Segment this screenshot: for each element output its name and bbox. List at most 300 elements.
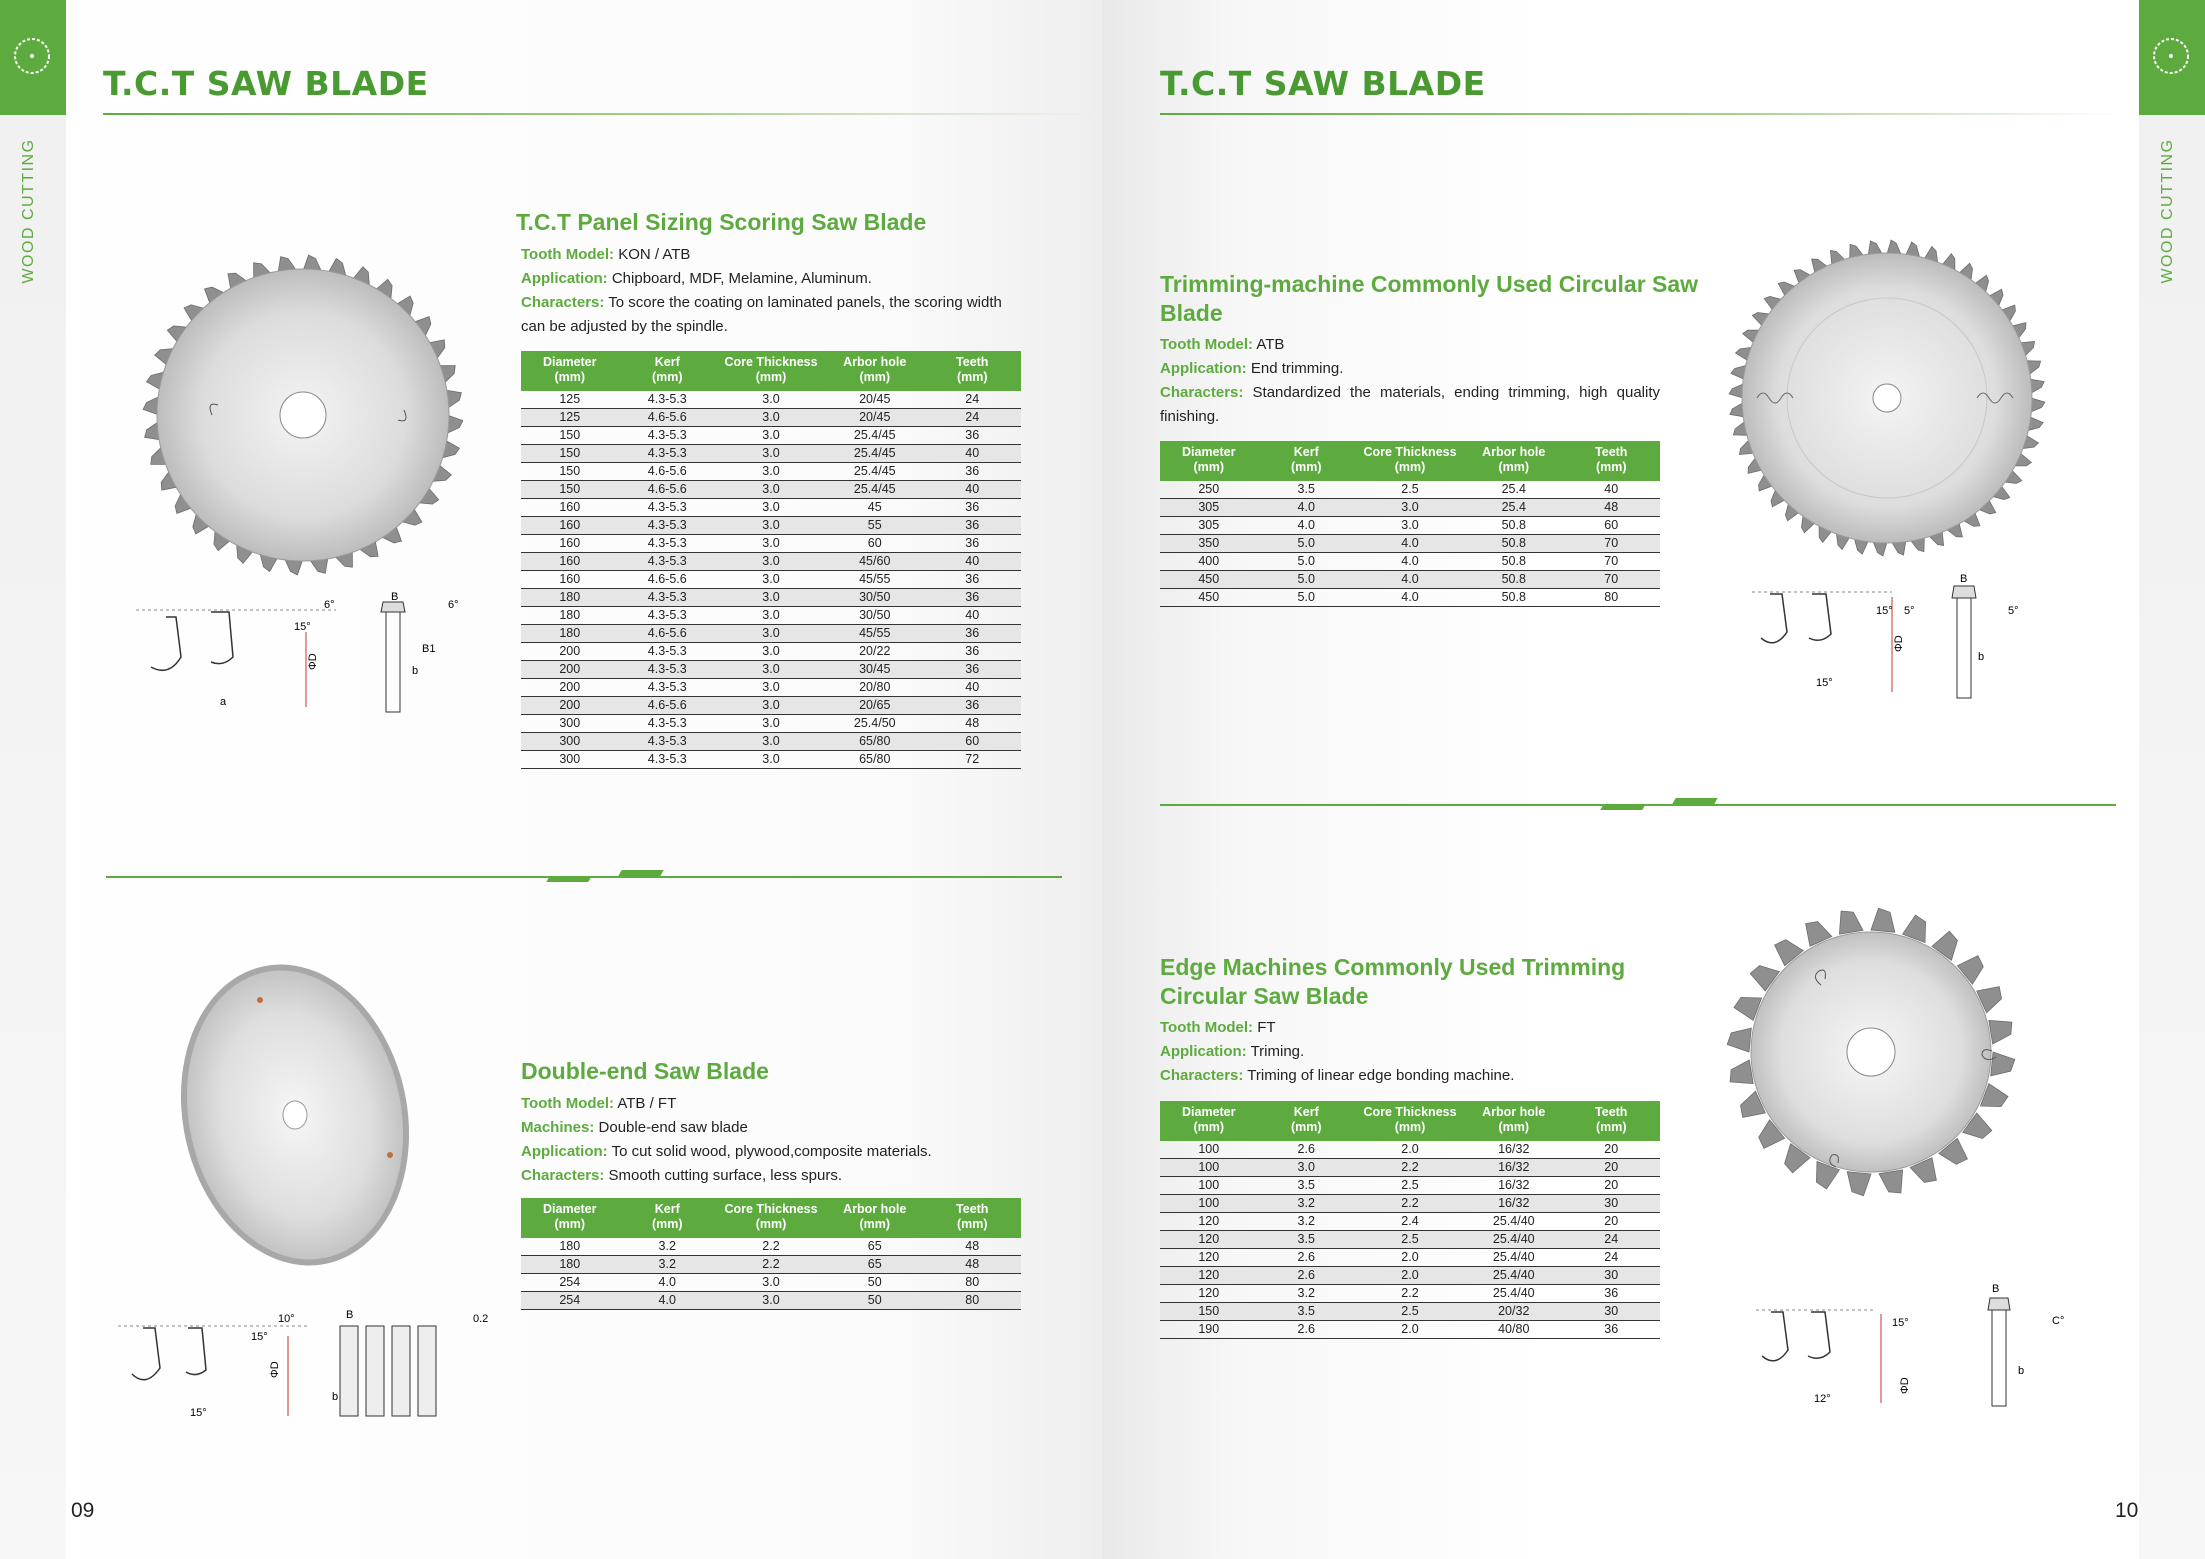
table-cell: 200 bbox=[521, 643, 619, 661]
table-cell: 125 bbox=[521, 409, 619, 427]
table-cell: 36 bbox=[924, 427, 1022, 445]
table-cell: 160 bbox=[521, 553, 619, 571]
header-unit: (mm) bbox=[1290, 460, 1322, 474]
header-unit: (mm) bbox=[1394, 460, 1426, 474]
page-number-left: 09 bbox=[71, 1499, 95, 1522]
spec-line bbox=[1160, 1064, 1660, 1088]
page-number-right: 10 bbox=[2115, 1499, 2139, 1522]
table-row bbox=[1160, 1321, 1660, 1339]
table-header-cell bbox=[619, 1198, 717, 1238]
table-row bbox=[1160, 553, 1660, 571]
diagram-label: C° bbox=[2052, 1315, 2065, 1327]
table-cell: 100 bbox=[1160, 1159, 1258, 1177]
spec-value: To cut solid wood, plywood,composite materials. bbox=[611, 1143, 932, 1160]
spec-value: End trimming. bbox=[1250, 360, 1344, 377]
table-cell: 300 bbox=[521, 733, 619, 751]
table-cell: 25.4/50 bbox=[826, 715, 924, 733]
table-header-cell bbox=[716, 351, 826, 391]
spec-label: Application: bbox=[521, 1143, 608, 1160]
table-cell: 5.0 bbox=[1258, 571, 1356, 589]
spec-line bbox=[1160, 333, 1660, 357]
table-cell: 20/65 bbox=[826, 697, 924, 715]
table-cell: 2.5 bbox=[1355, 481, 1465, 499]
table-cell: 120 bbox=[1160, 1213, 1258, 1231]
table-header-cell bbox=[1355, 441, 1465, 481]
table-cell: 5.0 bbox=[1258, 589, 1356, 607]
header-label: Teeth bbox=[956, 355, 989, 369]
table-row bbox=[521, 1274, 1021, 1292]
table-cell: 4.3-5.3 bbox=[619, 391, 717, 409]
table-row bbox=[1160, 1159, 1660, 1177]
table-cell: 3.2 bbox=[1258, 1213, 1356, 1231]
table-cell: 40 bbox=[1563, 481, 1661, 499]
table-cell: 400 bbox=[1160, 553, 1258, 571]
spec-value: ATB bbox=[1256, 336, 1285, 353]
table-cell: 4.3-5.3 bbox=[619, 751, 717, 769]
table-cell: 2.5 bbox=[1355, 1303, 1465, 1321]
table-cell: 30 bbox=[1563, 1267, 1661, 1285]
table-cell: 180 bbox=[521, 1256, 619, 1274]
spec-value: Triming. bbox=[1250, 1043, 1305, 1060]
table-cell: 50.8 bbox=[1465, 553, 1563, 571]
table-header-cell bbox=[1355, 1101, 1465, 1141]
table-cell: 2.6 bbox=[1258, 1249, 1356, 1267]
table-cell: 25.4/40 bbox=[1465, 1285, 1563, 1303]
table-header-cell bbox=[521, 351, 619, 391]
saw-logo-icon bbox=[10, 34, 54, 78]
table-row bbox=[521, 661, 1021, 679]
table-cell: 65/80 bbox=[826, 733, 924, 751]
spec-value: ATB / FT bbox=[617, 1095, 677, 1112]
table-cell: 120 bbox=[1160, 1249, 1258, 1267]
table-cell: 3.5 bbox=[1258, 481, 1356, 499]
table-row bbox=[521, 625, 1021, 643]
table-cell: 3.0 bbox=[716, 679, 826, 697]
spec-label: Characters: bbox=[1160, 384, 1244, 401]
table-cell: 30 bbox=[1563, 1195, 1661, 1213]
scoring-tooth-diagram bbox=[136, 592, 496, 722]
table-cell: 20/32 bbox=[1465, 1303, 1563, 1321]
diagram-label: b bbox=[412, 665, 419, 677]
table-cell: 2.0 bbox=[1355, 1141, 1465, 1159]
table-cell: 25.4/40 bbox=[1465, 1213, 1563, 1231]
header-label: Diameter bbox=[543, 1202, 597, 1216]
table-cell: 4.3-5.3 bbox=[619, 445, 717, 463]
table-row bbox=[521, 1256, 1021, 1274]
diagram-label: 15° bbox=[1892, 1317, 1909, 1329]
table-row bbox=[521, 517, 1021, 535]
diagram-label: 0.2 bbox=[473, 1313, 489, 1325]
spec-label: Application: bbox=[1160, 360, 1247, 377]
spec-label: Application: bbox=[521, 270, 608, 287]
table-row bbox=[521, 445, 1021, 463]
diagram-label: 15° bbox=[1816, 677, 1833, 689]
table-cell: 3.0 bbox=[1355, 517, 1465, 535]
table-row bbox=[521, 409, 1021, 427]
table-header-cell bbox=[924, 351, 1022, 391]
table-cell: 2.2 bbox=[716, 1238, 826, 1256]
table-row bbox=[521, 751, 1021, 769]
table-cell: 300 bbox=[521, 715, 619, 733]
page-title-right: T.C.T SAW BLADE bbox=[1160, 64, 1486, 103]
table-cell: 3.0 bbox=[716, 733, 826, 751]
table-cell: 80 bbox=[924, 1274, 1022, 1292]
table-cell: 36 bbox=[924, 643, 1022, 661]
table-cell: 20/45 bbox=[826, 391, 924, 409]
table-cell: 20 bbox=[1563, 1177, 1661, 1195]
table-cell: 3.0 bbox=[716, 1292, 826, 1310]
table-cell: 16/32 bbox=[1465, 1159, 1563, 1177]
table-cell: 70 bbox=[1563, 553, 1661, 571]
header-unit: (mm) bbox=[1595, 460, 1627, 474]
table-cell: 4.0 bbox=[1355, 535, 1465, 553]
diagram-label: B bbox=[1992, 1283, 2000, 1295]
table-cell: 65 bbox=[826, 1256, 924, 1274]
table-cell: 4.6-5.6 bbox=[619, 481, 717, 499]
table-header-cell bbox=[521, 1198, 619, 1238]
table-row bbox=[521, 553, 1021, 571]
table-header-cell bbox=[1160, 1101, 1258, 1141]
table-cell: 2.0 bbox=[1355, 1267, 1465, 1285]
table-cell: 150 bbox=[521, 463, 619, 481]
spec-line bbox=[521, 267, 1021, 291]
table-cell: 70 bbox=[1563, 535, 1661, 553]
table-cell: 2.6 bbox=[1258, 1267, 1356, 1285]
table-cell: 4.6-5.6 bbox=[619, 625, 717, 643]
header-unit: (mm) bbox=[554, 370, 586, 384]
spec-table bbox=[1160, 441, 1660, 607]
table-cell: 25.4/40 bbox=[1465, 1267, 1563, 1285]
table-cell: 250 bbox=[1160, 481, 1258, 499]
diagram-label: b bbox=[1978, 651, 1985, 663]
header-label: Kerf bbox=[1293, 1105, 1319, 1119]
header-label: Core Thickness bbox=[724, 1202, 818, 1216]
table-cell: 48 bbox=[924, 715, 1022, 733]
table-header-cell bbox=[1465, 1101, 1563, 1141]
table-cell: 300 bbox=[521, 751, 619, 769]
table-cell: 4.3-5.3 bbox=[619, 517, 717, 535]
table-cell: 120 bbox=[1160, 1285, 1258, 1303]
header-label: Teeth bbox=[1595, 1105, 1628, 1119]
table-row bbox=[521, 535, 1021, 553]
table-cell: 36 bbox=[924, 661, 1022, 679]
table-cell: 2.4 bbox=[1355, 1213, 1465, 1231]
table-cell: 160 bbox=[521, 499, 619, 517]
table-cell: 72 bbox=[924, 751, 1022, 769]
table-cell: 20 bbox=[1563, 1213, 1661, 1231]
table-cell: 36 bbox=[924, 535, 1022, 553]
spec-value: FT bbox=[1257, 1019, 1276, 1036]
diagram-label: 15° bbox=[251, 1331, 268, 1343]
diagram-label: ΦD bbox=[307, 653, 319, 670]
spec-line bbox=[1160, 1040, 1660, 1064]
header-unit: (mm) bbox=[859, 370, 891, 384]
header-unit: (mm) bbox=[755, 1217, 787, 1231]
table-cell: 4.3-5.3 bbox=[619, 535, 717, 553]
table-cell: 25.4 bbox=[1465, 481, 1563, 499]
table-cell: 200 bbox=[521, 697, 619, 715]
trimming-saw-blade-image bbox=[1727, 238, 2047, 558]
table-cell: 3.0 bbox=[716, 499, 826, 517]
header-unit: (mm) bbox=[651, 370, 683, 384]
table-row bbox=[1160, 1195, 1660, 1213]
title-underline-left bbox=[103, 113, 1093, 115]
table-header-cell bbox=[826, 1198, 924, 1238]
double-end-saw-blade-image bbox=[175, 955, 415, 1275]
header-unit: (mm) bbox=[651, 1217, 683, 1231]
table-cell: 3.2 bbox=[1258, 1195, 1356, 1213]
table-cell: 48 bbox=[1563, 499, 1661, 517]
table-cell: 350 bbox=[1160, 535, 1258, 553]
spec-label: Tooth Model: bbox=[1160, 1019, 1254, 1036]
product-specs bbox=[1160, 1016, 1660, 1088]
table-cell: 100 bbox=[1160, 1141, 1258, 1159]
spec-line bbox=[521, 1116, 1021, 1140]
header-unit: (mm) bbox=[755, 370, 787, 384]
table-cell: 25.4/45 bbox=[826, 481, 924, 499]
table-cell: 80 bbox=[924, 1292, 1022, 1310]
table-cell: 60 bbox=[1563, 517, 1661, 535]
saw-logo-icon bbox=[2149, 34, 2193, 78]
table-header-cell bbox=[1563, 441, 1661, 481]
header-label: Arbor hole bbox=[843, 355, 907, 369]
spec-table bbox=[1160, 1101, 1660, 1339]
table-cell: 40 bbox=[924, 445, 1022, 463]
table-row bbox=[521, 733, 1021, 751]
table-cell: 3.0 bbox=[716, 463, 826, 481]
diagram-label: 6° bbox=[324, 599, 335, 611]
header-label: Core Thickness bbox=[724, 355, 818, 369]
page-title-left: T.C.T SAW BLADE bbox=[103, 64, 429, 103]
spec-label: Application: bbox=[1160, 1043, 1247, 1060]
table-cell: 3.2 bbox=[619, 1238, 717, 1256]
section-divider bbox=[106, 876, 1062, 878]
table-cell: 30/45 bbox=[826, 661, 924, 679]
spec-label: Characters: bbox=[521, 294, 605, 311]
table-cell: 2.2 bbox=[1355, 1159, 1465, 1177]
table-cell: 3.0 bbox=[716, 517, 826, 535]
side-label-right: WOOD CUTTING bbox=[2159, 138, 2176, 284]
table-cell: 150 bbox=[521, 481, 619, 499]
table-cell: 3.0 bbox=[716, 1274, 826, 1292]
table-cell: 160 bbox=[521, 517, 619, 535]
table-cell: 45/55 bbox=[826, 625, 924, 643]
table-cell: 3.0 bbox=[716, 553, 826, 571]
diagram-label: b bbox=[2018, 1365, 2025, 1377]
table-cell: 60 bbox=[924, 733, 1022, 751]
spec-line bbox=[1160, 1016, 1660, 1040]
spec-line bbox=[521, 291, 1021, 339]
table-cell: 45 bbox=[826, 499, 924, 517]
diagram-label: B1 bbox=[422, 643, 436, 655]
table-row bbox=[1160, 535, 1660, 553]
table-cell: 4.3-5.3 bbox=[619, 589, 717, 607]
header-label: Kerf bbox=[654, 355, 680, 369]
table-cell: 3.0 bbox=[716, 697, 826, 715]
table-row bbox=[521, 499, 1021, 517]
spec-table bbox=[521, 351, 1021, 769]
table-cell: 4.3-5.3 bbox=[619, 679, 717, 697]
table-cell: 4.3-5.3 bbox=[619, 553, 717, 571]
table-cell: 254 bbox=[521, 1274, 619, 1292]
table-row bbox=[521, 391, 1021, 409]
diagram-label: B bbox=[346, 1309, 354, 1321]
table-cell: 60 bbox=[826, 535, 924, 553]
table-cell: 2.5 bbox=[1355, 1231, 1465, 1249]
product-specs bbox=[521, 243, 1021, 339]
table-cell: 3.5 bbox=[1258, 1231, 1356, 1249]
header-unit: (mm) bbox=[554, 1217, 586, 1231]
table-cell: 50 bbox=[826, 1274, 924, 1292]
table-cell: 4.6-5.6 bbox=[619, 697, 717, 715]
table-cell: 4.3-5.3 bbox=[619, 607, 717, 625]
table-cell: 2.2 bbox=[716, 1256, 826, 1274]
table-header-cell bbox=[1563, 1101, 1661, 1141]
table-cell: 200 bbox=[521, 661, 619, 679]
double-end-tooth-diagram bbox=[118, 1306, 498, 1426]
table-row bbox=[1160, 517, 1660, 535]
table-cell: 24 bbox=[1563, 1231, 1661, 1249]
table-cell: 48 bbox=[924, 1256, 1022, 1274]
table-cell: 25.4 bbox=[1465, 499, 1563, 517]
table-cell: 40 bbox=[924, 481, 1022, 499]
table-cell: 4.3-5.3 bbox=[619, 427, 717, 445]
table-cell: 36 bbox=[924, 625, 1022, 643]
table-cell: 150 bbox=[1160, 1303, 1258, 1321]
diagram-label: ΦD bbox=[1899, 1377, 1911, 1394]
table-cell: 20/45 bbox=[826, 409, 924, 427]
table-cell: 5.0 bbox=[1258, 553, 1356, 571]
table-cell: 16/32 bbox=[1465, 1177, 1563, 1195]
table-cell: 2.0 bbox=[1355, 1249, 1465, 1267]
diagram-label: ΦD bbox=[1893, 635, 1905, 652]
product-title: Edge Machines Commonly Used Trimming Circular Saw Blade bbox=[1160, 954, 1626, 1009]
title-underline-right bbox=[1160, 113, 2120, 115]
table-row bbox=[1160, 589, 1660, 607]
scoring-saw-blade-image bbox=[138, 250, 468, 580]
table-cell: 2.6 bbox=[1258, 1321, 1356, 1339]
table-row bbox=[521, 463, 1021, 481]
table-cell: 160 bbox=[521, 535, 619, 553]
header-label: Arbor hole bbox=[843, 1202, 907, 1216]
table-cell: 40 bbox=[924, 553, 1022, 571]
table-row bbox=[521, 679, 1021, 697]
table-cell: 4.0 bbox=[619, 1274, 717, 1292]
table-cell: 50.8 bbox=[1465, 517, 1563, 535]
table-cell: 4.3-5.3 bbox=[619, 715, 717, 733]
table-cell: 36 bbox=[924, 517, 1022, 535]
table-cell: 254 bbox=[521, 1292, 619, 1310]
table-cell: 3.2 bbox=[1258, 1285, 1356, 1303]
table-cell: 3.5 bbox=[1258, 1303, 1356, 1321]
table-cell: 2.6 bbox=[1258, 1141, 1356, 1159]
table-cell: 4.0 bbox=[1355, 553, 1465, 571]
header-unit: (mm) bbox=[1394, 1120, 1426, 1134]
spec-label: Tooth Model: bbox=[1160, 336, 1254, 353]
header-unit: (mm) bbox=[1193, 1120, 1225, 1134]
table-cell: 3.0 bbox=[1258, 1159, 1356, 1177]
table-cell: 4.0 bbox=[1258, 499, 1356, 517]
spec-line bbox=[1160, 357, 1660, 381]
table-cell: 180 bbox=[521, 1238, 619, 1256]
table-cell: 5.0 bbox=[1258, 535, 1356, 553]
header-unit: (mm) bbox=[1193, 460, 1225, 474]
table-cell: 65/80 bbox=[826, 751, 924, 769]
table-header-cell bbox=[1258, 441, 1356, 481]
table-row bbox=[521, 715, 1021, 733]
diagram-label: 15° bbox=[294, 621, 311, 633]
header-label: Arbor hole bbox=[1482, 1105, 1546, 1119]
spec-value: Smooth cutting surface, less spurs. bbox=[608, 1167, 842, 1184]
spec-value: KON / ATB bbox=[618, 246, 691, 263]
table-cell: 180 bbox=[521, 607, 619, 625]
diagram-label: 6° bbox=[448, 599, 459, 611]
table-cell: 4.3-5.3 bbox=[619, 661, 717, 679]
table-cell: 16/32 bbox=[1465, 1141, 1563, 1159]
table-cell: 3.5 bbox=[1258, 1177, 1356, 1195]
table-cell: 40 bbox=[924, 607, 1022, 625]
header-unit: (mm) bbox=[1498, 1120, 1530, 1134]
header-label: Teeth bbox=[956, 1202, 989, 1216]
table-row bbox=[521, 643, 1021, 661]
table-cell: 150 bbox=[521, 445, 619, 463]
table-cell: 200 bbox=[521, 679, 619, 697]
table-cell: 2.5 bbox=[1355, 1177, 1465, 1195]
header-label: Diameter bbox=[543, 355, 597, 369]
table-cell: 36 bbox=[924, 697, 1022, 715]
table-cell: 150 bbox=[521, 427, 619, 445]
table-cell: 4.0 bbox=[1258, 517, 1356, 535]
table-cell: 25.4/40 bbox=[1465, 1249, 1563, 1267]
table-cell: 3.0 bbox=[716, 661, 826, 679]
table-cell: 80 bbox=[1563, 589, 1661, 607]
table-cell: 3.0 bbox=[716, 427, 826, 445]
product-title: T.C.T Panel Sizing Scoring Saw Blade bbox=[516, 209, 927, 235]
spec-label: Characters: bbox=[521, 1167, 605, 1184]
header-unit: (mm) bbox=[1595, 1120, 1627, 1134]
table-cell: 25.4/45 bbox=[826, 427, 924, 445]
table-row bbox=[521, 1238, 1021, 1256]
table-cell: 25.4/45 bbox=[826, 445, 924, 463]
table-row bbox=[1160, 1285, 1660, 1303]
table-cell: 36 bbox=[924, 571, 1022, 589]
section-divider bbox=[1160, 804, 2116, 806]
table-row bbox=[1160, 1249, 1660, 1267]
table-cell: 3.0 bbox=[1355, 499, 1465, 517]
spec-table bbox=[521, 1198, 1021, 1310]
table-cell: 48 bbox=[924, 1238, 1022, 1256]
spec-value: Chipboard, MDF, Melamine, Aluminum. bbox=[611, 270, 872, 287]
header-label: Arbor hole bbox=[1482, 445, 1546, 459]
table-cell: 3.0 bbox=[716, 607, 826, 625]
table-cell: 50.8 bbox=[1465, 589, 1563, 607]
table-cell: 125 bbox=[521, 391, 619, 409]
spec-line bbox=[521, 243, 1021, 267]
table-cell: 50.8 bbox=[1465, 571, 1563, 589]
table-cell: 24 bbox=[924, 391, 1022, 409]
table-row bbox=[521, 697, 1021, 715]
table-cell: 20/80 bbox=[826, 679, 924, 697]
table-cell: 180 bbox=[521, 589, 619, 607]
table-cell: 305 bbox=[1160, 517, 1258, 535]
diagram-label: 12° bbox=[1814, 1393, 1831, 1405]
table-cell: 4.6-5.6 bbox=[619, 571, 717, 589]
table-cell: 70 bbox=[1563, 571, 1661, 589]
table-cell: 4.3-5.3 bbox=[619, 643, 717, 661]
product-specs bbox=[521, 1092, 1021, 1188]
product-title: Double-end Saw Blade bbox=[521, 1058, 769, 1084]
table-row bbox=[1160, 571, 1660, 589]
